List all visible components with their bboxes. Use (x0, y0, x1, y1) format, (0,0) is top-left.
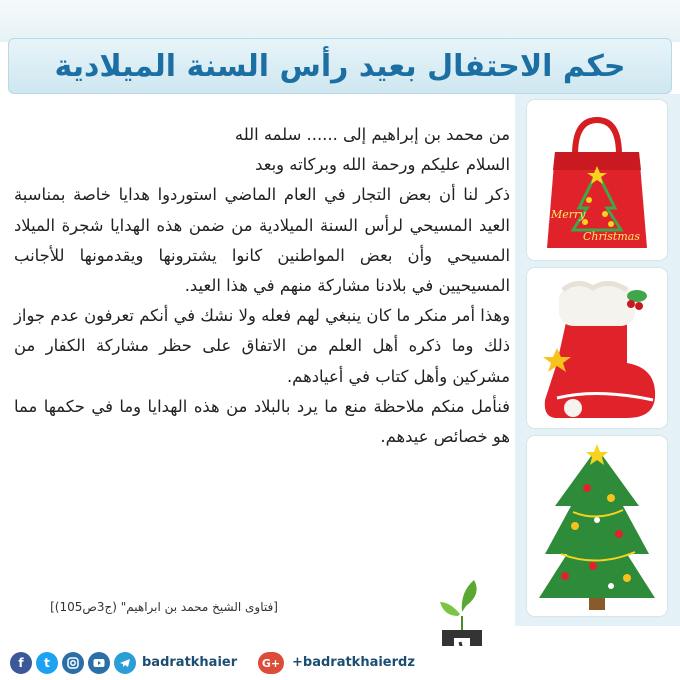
christmas-boot-image (527, 268, 667, 428)
social-footer (0, 646, 680, 680)
letter-body (14, 120, 510, 452)
page-title: حكم الاحتفال بعيد رأس السنة الميلادية (54, 48, 626, 84)
letter-paragraph: ذكر لنا أن بعض التجار في العام الماضي استوردوا هدايا خاصة بمناسبة العيد المسيحي لرأس السنة الميلادية من ضمن هذه الهدايا شجرة الميلاد المسيحي وأن بعض المواطنين كانوا يشترونها ويقدمونها للأجانب المسيحيين في بلادنا مشاركة منهم في هذا العيد. (14, 185, 510, 296)
google-plus-handle[interactable]: +badratkhaierdz (292, 655, 415, 670)
google-plus-icon[interactable]: G+ (258, 652, 284, 674)
twitter-icon[interactable]: t (36, 652, 58, 674)
letter-salam-line: السلام عليكم ورحمة الله وبركاته وبعد (255, 155, 510, 175)
christmas-tree-image (527, 436, 667, 616)
letter-paragraph: وهذا أمر منكر ما كان ينبغي لهم فعله ولا نشك في أنكم تعرفون عدم جواز ذلك وما ذكره أهل العلم من الاتفاق على حظر مشاركة الكفار من مشركين وأهل كتاب في أعيادهم. (14, 306, 510, 386)
bag-text-christmas: Christmas (583, 230, 640, 243)
bag-text-merry: Merry (551, 208, 586, 221)
facebook-icon[interactable]: f (10, 652, 32, 674)
telegram-icon[interactable] (114, 652, 136, 674)
social-handle[interactable]: badratkhaier (142, 655, 238, 670)
letter-greeting-line: من محمد بن إبراهيم إلى ...... سلمه الله (234, 125, 510, 144)
instagram-icon[interactable] (62, 652, 84, 674)
letter-paragraph: فنأمل منكم ملاحظة منع ما يرد بالبلاد من هذه الهدايا وما في حكمها مما هو خصائص عيدهم. (14, 396, 510, 447)
source-citation: [فتاوى الشيخ محمد بن ابراهيم" (ج3ص105)] (50, 600, 278, 614)
christmas-bag-image (527, 100, 667, 260)
youtube-icon[interactable] (88, 652, 110, 674)
top-strip (0, 0, 680, 42)
title-banner (8, 38, 672, 94)
